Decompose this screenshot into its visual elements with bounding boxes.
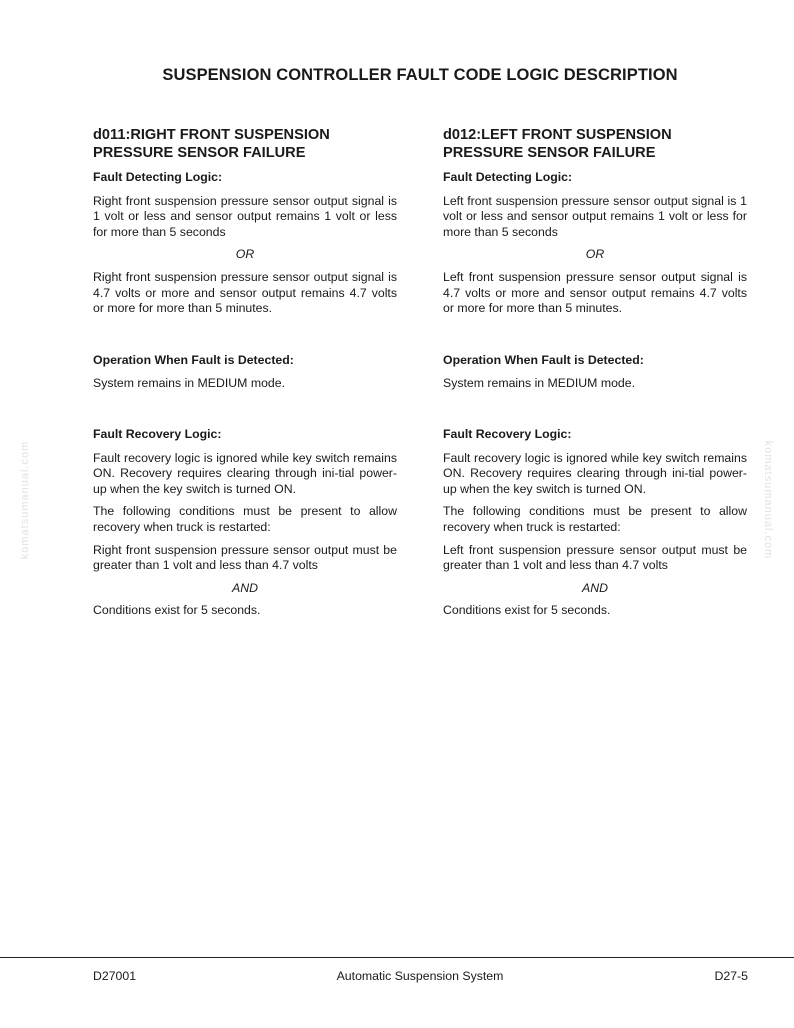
fault-column-d012	[443, 127, 747, 626]
recovery-text-3: Right front suspension pressure sensor output must be greater than 1 volt and less than 4.7 volts	[93, 542, 397, 573]
operation-text: System remains in MEDIUM mode.	[93, 376, 286, 391]
and-connector: AND	[582, 580, 608, 595]
watermark-left: komatsumanual.com	[19, 440, 31, 560]
recovery-text-1: Fault recovery logic is ignored while key switch remains ON. Recovery requires clearing through ini-tial power-up when the key switch is turned ON.	[443, 450, 747, 496]
recovery-text-2: The following conditions must be present to allow recovery when truck is restarted:	[93, 504, 397, 534]
operation-heading: Operation When Fault is Detected:	[93, 352, 294, 367]
fault-code-heading-line2: PRESSURE SENSOR FAILURE	[443, 144, 656, 161]
detect-condition-high: Right front suspension pressure sensor output signal is 4.7 volts or more and sensor output remains 4.7 volts or more for more than 5 minutes.	[93, 269, 397, 316]
fault-code-heading	[443, 127, 747, 162]
recovery-text-2: The following conditions must be present to allow recovery when truck is restarted:	[443, 504, 747, 534]
detect-condition-high: Left front suspension pressure sensor output signal is 4.7 volts or more and sensor output remains 4.7 volts or more for more than 5 minutes.	[443, 269, 747, 316]
footer-section-title: Automatic Suspension System	[336, 969, 504, 983]
footer-doc-number: D27001	[93, 969, 137, 983]
operation-heading: Operation When Fault is Detected:	[443, 352, 644, 367]
detect-logic-heading: Fault Detecting Logic:	[93, 170, 223, 184]
and-connector: AND	[232, 580, 258, 595]
fault-column-d011	[93, 127, 397, 626]
operation-text: System remains in MEDIUM mode.	[443, 376, 636, 391]
recovery-text-1: Fault recovery logic is ignored while key switch remains ON. Recovery requires clearing through ini-tial power-up when the key switch is turned ON.	[93, 450, 397, 496]
fault-code-heading	[93, 127, 397, 162]
recovery-text-4: Conditions exist for 5 seconds.	[93, 603, 261, 618]
footer-divider	[0, 957, 794, 958]
or-connector: OR	[585, 247, 605, 262]
page-title: SUSPENSION CONTROLLER FAULT CODE LOGIC DESCRIPTION	[162, 66, 678, 84]
detect-condition-low: Right front suspension pressure sensor output signal is 1 volt or less and sensor output remains 1 volt or less for more than 5 seconds	[93, 193, 397, 239]
recovery-text-4: Conditions exist for 5 seconds.	[443, 603, 611, 618]
recovery-logic-heading: Fault Recovery Logic:	[443, 426, 572, 441]
watermark-right: komatsumanual.com	[762, 440, 774, 560]
footer-page-number: D27-5	[714, 969, 748, 983]
or-connector: OR	[235, 247, 255, 262]
fault-code-heading-line1: d012:LEFT FRONT SUSPENSION	[443, 127, 672, 143]
detect-logic-heading: Fault Detecting Logic:	[443, 170, 573, 184]
recovery-text-3: Left front suspension pressure sensor output must be greater than 1 volt and less than 4.7 volts	[443, 542, 747, 573]
recovery-logic-heading: Fault Recovery Logic:	[93, 426, 222, 441]
fault-code-heading-line2: PRESSURE SENSOR FAILURE	[93, 144, 306, 161]
detect-condition-low: Left front suspension pressure sensor output signal is 1 volt or less and sensor output remains 1 volt or less for more than 5 seconds	[443, 193, 747, 239]
fault-code-heading-line1: d011:RIGHT FRONT SUSPENSION	[93, 127, 330, 143]
